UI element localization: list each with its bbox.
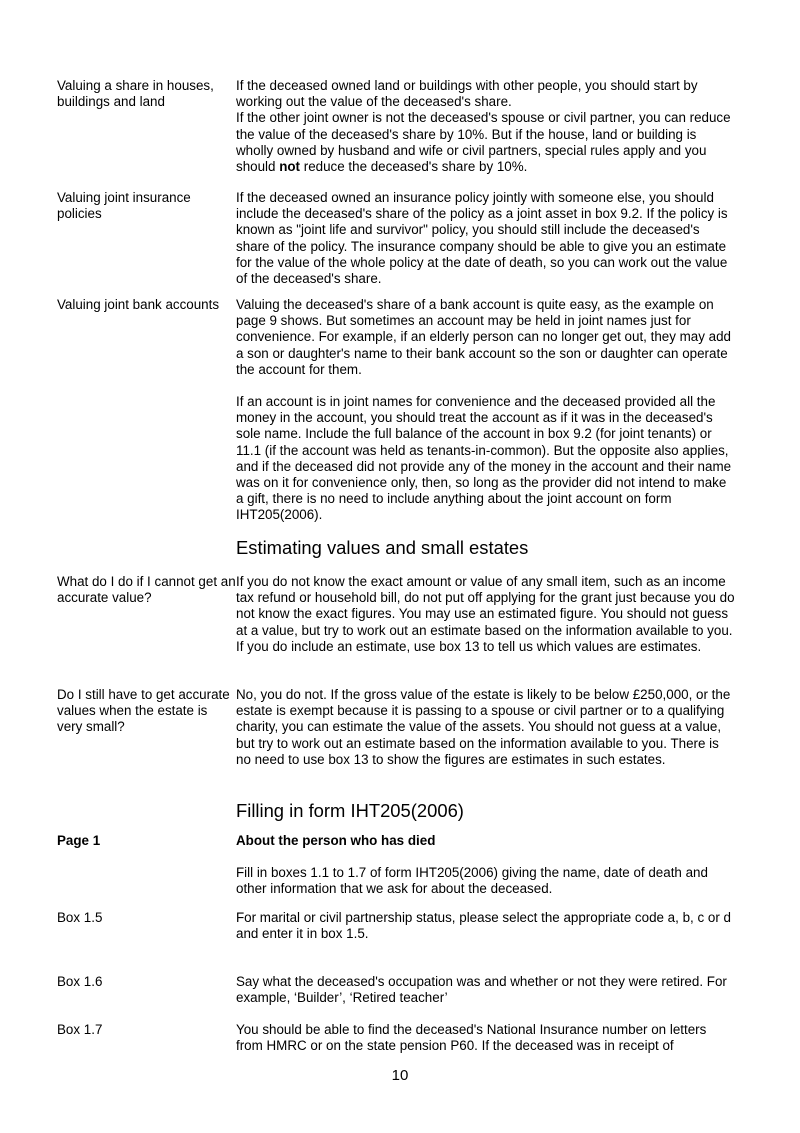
paragraph	[236, 110, 736, 175]
paragraph: If the deceased owned an insurance policy jointly with someone else, you should include the deceased's share of the policy as a joint asset in box 9.2. If the policy is known as "joint life and survivor" policy, you should still include the deceased's share of the policy. The insurance company should be able to give you an estimate for the value of the whole policy at the date of death, so you can work out the value of the deceased's share.	[236, 190, 728, 287]
section-label: Valuing a share in houses, buildings and land	[57, 78, 214, 110]
section-text	[236, 833, 736, 898]
section-valuing-joint-bank	[57, 297, 757, 524]
section-valuing-share-houses	[57, 78, 757, 175]
emphasis-text: not	[279, 159, 301, 175]
paragraph: No, you do not. If the gross value of the estate is likely to be below £250,000, or the estate is exempt because it is passing to a spouse or civil partner or to a qualifying charity, you can estimate the value of the assets. You should not guess at a value, but try to work out an estimate based on the information available to you. There is no need to use box 13 to show the figures are estimates in such estates.	[236, 687, 731, 767]
paragraph: If an account is in joint names for convenience and the deceased provided all the money in the account, you should treat the account as if it was in the deceased's sole name. Include the full balance of the account in box 9.2 (for joint tenants) or 11.1 (if the account was held as tenants-in-common). But the opposite also applies, and if the deceased did not provide any of the money in the account and their name was on it for convenience only, then, so long as the provider did not intend to make a gift, there is no need to include anything about the joint account on form IHT205(2006).	[236, 394, 732, 523]
section-label: Box 1.6	[57, 974, 103, 989]
page-number: 10	[391, 1067, 409, 1084]
paragraph: For marital or civil partnership status, please select the appropriate code a, b, c or d and enter it in box 1.5.	[236, 910, 731, 942]
section-accurate-value	[57, 574, 757, 655]
section-label: Valuing joint bank accounts	[57, 297, 220, 312]
section-label: What do I do if I cannot get an accurate value?	[57, 574, 236, 606]
section-text	[236, 297, 736, 524]
section-box-1-6	[57, 974, 757, 1006]
section-text	[236, 974, 736, 1006]
paragraph: Valuing the deceased's share of a bank account is quite easy, as the example on page 9 shows. But sometimes an account may be held in joint names just for convenience. For example, if an elderly person can no longer get out, they may add a son or daughter's name to their bank account so the son or daughter can operate the account for them.	[236, 297, 732, 377]
section-text	[236, 190, 736, 287]
section-text	[236, 574, 736, 655]
section-text	[236, 78, 736, 175]
text-run: If the other joint owner is not the deceased's spouse or civil partner, you can reduce the value of the deceased's share by 10%. But if the house, land or building is wholly owned by husband and wife or civil partners, special rules apply and you should	[236, 110, 731, 175]
section-valuing-joint-insurance	[57, 190, 757, 287]
section-heading-filling-in: Filling in form IHT205(2006)	[236, 800, 464, 821]
section-label: Do I still have to get accurate values when the estate is very small?	[57, 687, 230, 735]
section-label: Box 1.5	[57, 910, 103, 925]
section-label: Page 1	[57, 833, 101, 848]
section-label: Valuing joint insurance policies	[57, 190, 191, 222]
section-box-1-5	[57, 910, 757, 942]
section-text	[236, 910, 736, 942]
section-page1	[57, 833, 757, 898]
paragraph: If you do not know the exact amount or value of any small item, such as an income tax refund or household bill, do not put off applying for the grant just because you do not know the exact figures. You may use an estimated figure. You should not guess at a value, but try to work out an estimate based on the information available to you. If you do include an estimate, use box 13 to tell us which values are estimates.	[236, 574, 735, 654]
section-small-estate	[57, 687, 757, 768]
paragraph: If the deceased owned land or buildings with other people, you should start by working out the value of the deceased's share.	[236, 78, 698, 110]
paragraph: Fill in boxes 1.1 to 1.7 of form IHT205(2006) giving the name, date of death and other information that we ask for about the deceased.	[236, 865, 708, 897]
section-text	[236, 687, 736, 768]
section-text	[236, 1022, 736, 1054]
section-heading-estimating: Estimating values and small estates	[236, 537, 529, 558]
section-box-1-7	[57, 1022, 757, 1054]
paragraph: Say what the deceased's occupation was and whether or not they were retired. For example, ‘Builder’, ‘Retired teacher’	[236, 974, 727, 1006]
subheading: About the person who has died	[236, 833, 436, 848]
text-run: reduce the deceased's share by 10%.	[300, 159, 528, 175]
section-label: Box 1.7	[57, 1022, 103, 1037]
paragraph: You should be able to find the deceased's National Insurance number on letters from HMRC or on the state pension P60. If the deceased was in receipt of	[236, 1022, 707, 1054]
